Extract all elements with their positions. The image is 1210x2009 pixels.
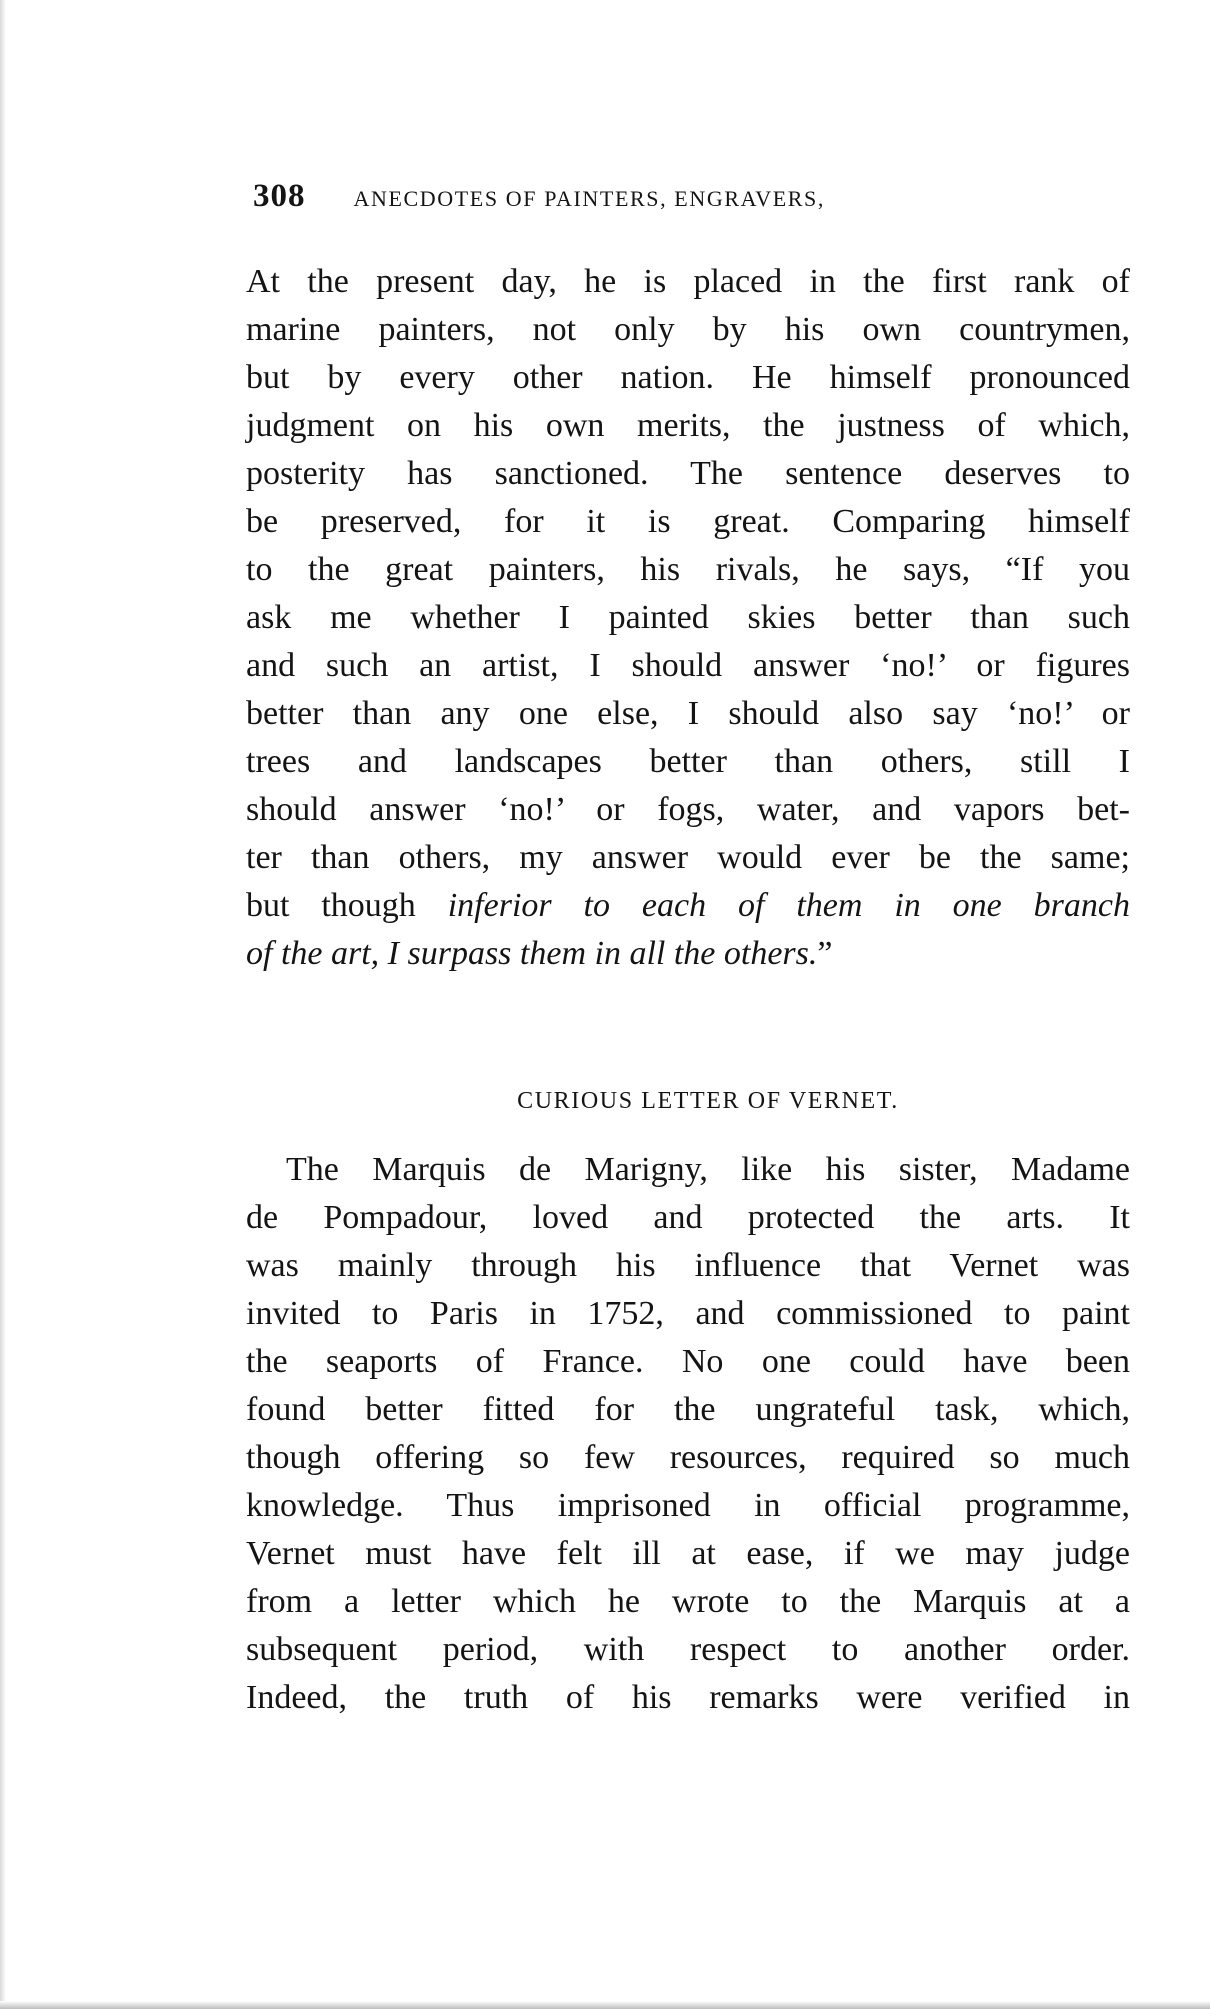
text-line: from a letter which he wrote to the Marquis at a xyxy=(246,1583,1130,1620)
text-line: subsequent period, with respect to another order. xyxy=(246,1631,1130,1668)
page-number: 308 xyxy=(253,178,306,214)
paragraph-anecdote xyxy=(246,258,1130,978)
running-head: ANECDOTES OF PAINTERS, ENGRAVERS, xyxy=(353,186,825,211)
text-line: judgment on his own merits, the justness of which, xyxy=(246,407,1130,444)
italic-quote-segment: inferior to each of them in one branch xyxy=(447,887,1131,924)
text-line: the seaports of France. No one could have been xyxy=(246,1343,1130,1380)
text-line: though offering so few resources, required so much xyxy=(246,1439,1130,1476)
text-line: ask me whether I painted skies better than such xyxy=(246,599,1130,636)
text-line: and such an artist, I should answer ‘no!’ or figures xyxy=(246,647,1130,684)
text-line: marine painters, not only by his own countrymen, xyxy=(246,311,1130,348)
text-line: was mainly through his influence that Vernet was xyxy=(246,1247,1130,1284)
text-line: invited to Paris in 1752, and commissioned to paint xyxy=(246,1295,1130,1332)
page-bottom-edge xyxy=(0,2001,1210,2009)
text-line: knowledge. Thus imprisoned in official programme, xyxy=(246,1487,1130,1524)
closing-quote: ” xyxy=(817,935,833,972)
page-left-edge xyxy=(0,0,6,2009)
text-line: to the great painters, his rivals, he says, “If you xyxy=(246,551,1130,588)
text-line: should answer ‘no!’ or fogs, water, and vapors bet- xyxy=(246,791,1130,828)
text-line-mixed xyxy=(246,930,1130,978)
text-segment: but though xyxy=(246,887,416,924)
text-line: Indeed, the truth of his remarks were verified in xyxy=(246,1679,1130,1716)
text-line: trees and landscapes better than others, still I xyxy=(246,743,1130,780)
text-line: be preserved, for it is great. Comparing himself xyxy=(246,503,1130,540)
text-line: At the present day, he is placed in the first rank of xyxy=(246,263,1130,300)
italic-quote-segment: of the art, I surpass them in all the others. xyxy=(246,935,818,972)
text-line: found better fitted for the ungrateful task, which, xyxy=(246,1391,1130,1428)
text-line: better than any one else, I should also say ‘no!’ or xyxy=(246,695,1130,732)
text-line: Vernet must have felt ill at ease, if we may judge xyxy=(246,1535,1130,1572)
text-line: ter than others, my answer would ever be the same; xyxy=(246,839,1130,876)
section-title: CURIOUS LETTER OF VERNET. xyxy=(517,1088,899,1114)
text-line: but by every other nation. He himself pronounced xyxy=(246,359,1130,396)
text-line: de Pompadour, loved and protected the arts. It xyxy=(246,1199,1130,1236)
text-line-mixed xyxy=(246,882,1130,930)
text-line: posterity has sanctioned. The sentence deserves to xyxy=(246,455,1130,492)
text-line: The Marquis de Marigny, like his sister, Madame xyxy=(286,1151,1130,1188)
paragraph-vernet-letter xyxy=(246,1146,1130,1722)
page-header xyxy=(253,178,1153,222)
